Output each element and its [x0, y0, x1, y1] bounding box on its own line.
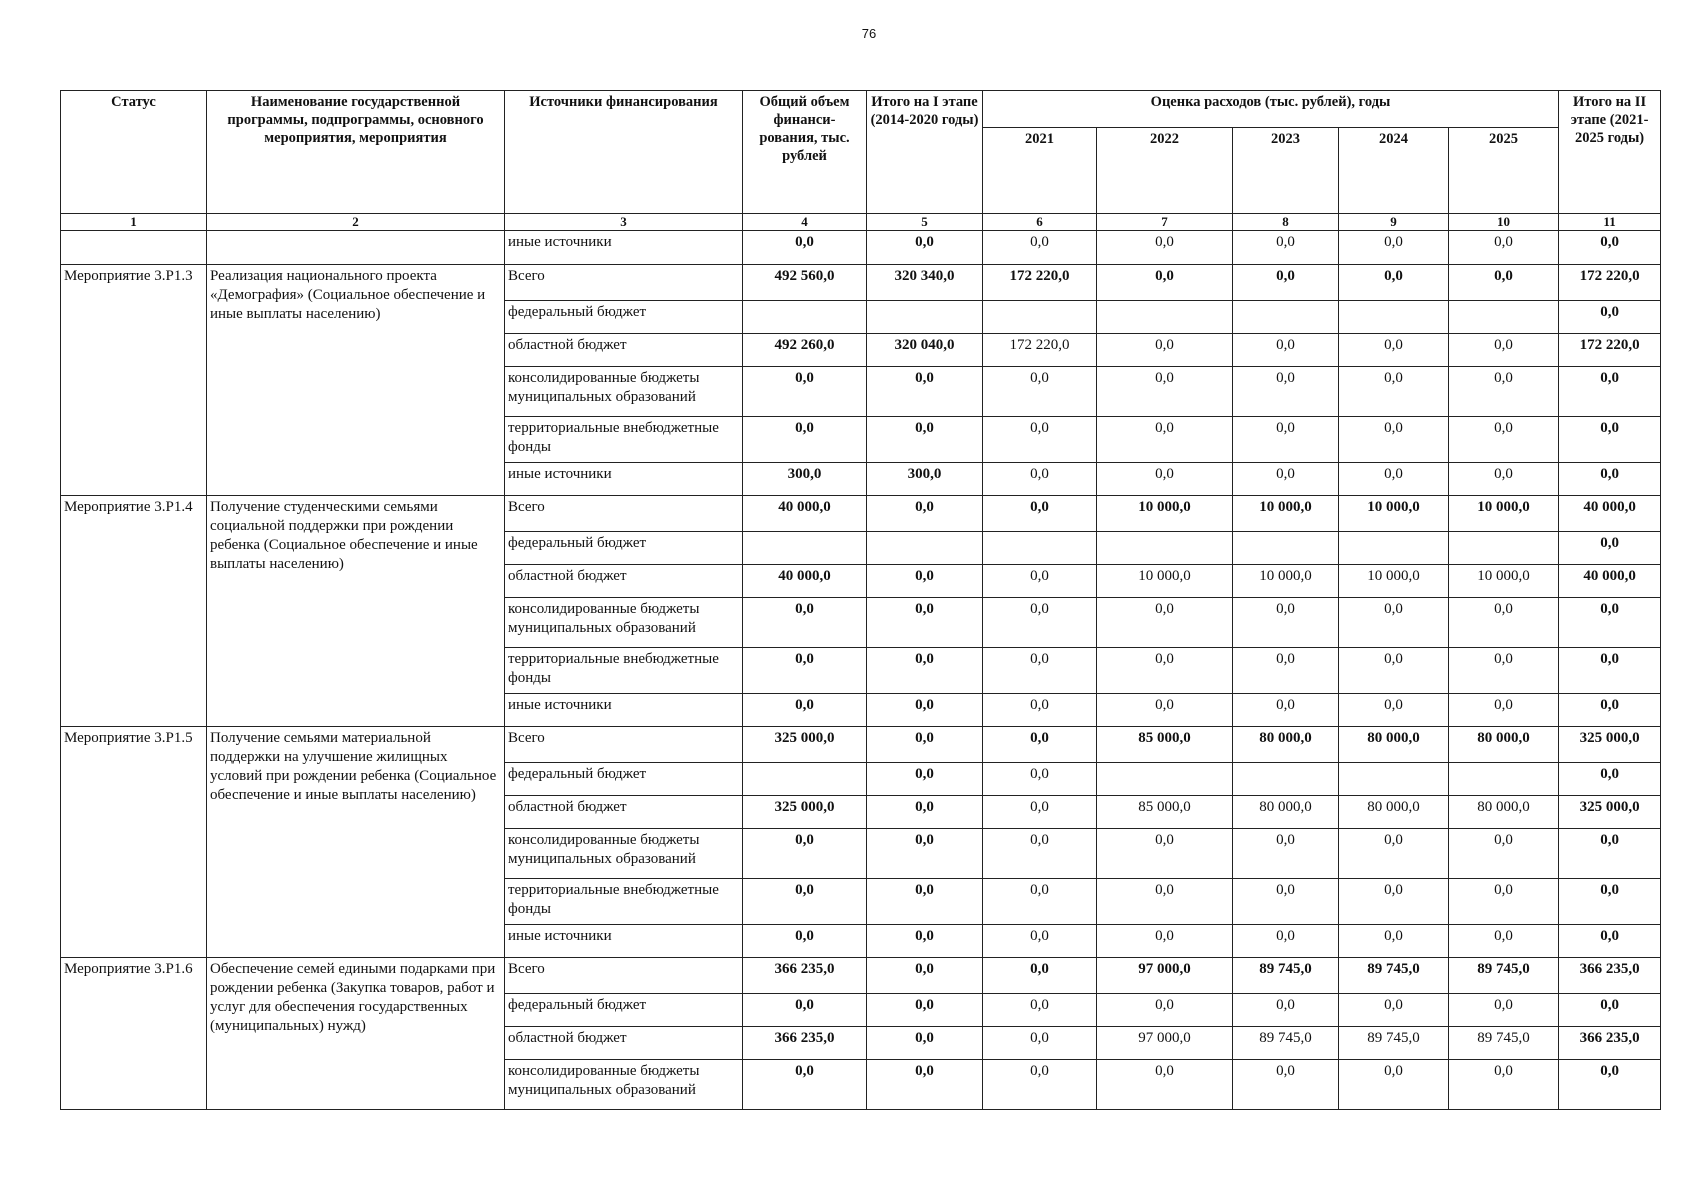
header-total: Общий объем финанси-рования, тыс. рублей [743, 91, 867, 214]
value-cell: 85 000,0 [1097, 727, 1233, 763]
value-cell [743, 532, 867, 565]
value-cell: 0,0 [983, 727, 1097, 763]
value-cell: 0,0 [1339, 367, 1449, 417]
table-row [61, 496, 1661, 532]
value-cell: 172 220,0 [983, 265, 1097, 301]
value-cell: 0,0 [1449, 417, 1559, 463]
value-cell: 0,0 [867, 598, 983, 648]
name-cell: Обеспечение семей едиными подарками при рождении ребенка (Закупка товаров, работ и услуг для обеспечения государственных (муниципальных) нужд) [207, 958, 505, 1110]
value-cell: 0,0 [743, 925, 867, 958]
value-cell [1449, 301, 1559, 334]
value-cell: 0,0 [867, 958, 983, 994]
header-source: Источники финансирования [505, 91, 743, 214]
value-cell: 0,0 [983, 763, 1097, 796]
value-cell: 0,0 [1233, 1060, 1339, 1110]
value-cell: 0,0 [743, 231, 867, 265]
value-cell: 0,0 [867, 796, 983, 829]
source-cell: Всего [505, 727, 743, 763]
table-row [61, 265, 1661, 301]
value-cell: 492 560,0 [743, 265, 867, 301]
source-cell: областной бюджет [505, 565, 743, 598]
value-cell: 0,0 [1559, 694, 1661, 727]
name-cell: Реализация национального проекта «Демография» (Социальное обеспечение и иные выплаты населению) [207, 265, 505, 496]
value-cell: 0,0 [1097, 463, 1233, 496]
value-cell [1097, 532, 1233, 565]
value-cell: 0,0 [983, 496, 1097, 532]
value-cell: 0,0 [1097, 925, 1233, 958]
source-cell: федеральный бюджет [505, 994, 743, 1027]
value-cell: 0,0 [867, 231, 983, 265]
value-cell: 0,0 [1097, 334, 1233, 367]
value-cell [983, 301, 1097, 334]
column-number: 2 [207, 214, 505, 231]
value-cell: 300,0 [743, 463, 867, 496]
value-cell: 0,0 [983, 925, 1097, 958]
value-cell: 0,0 [867, 1060, 983, 1110]
value-cell: 0,0 [1449, 265, 1559, 301]
value-cell: 0,0 [1233, 334, 1339, 367]
value-cell: 89 745,0 [1449, 1027, 1559, 1060]
value-cell: 0,0 [1233, 648, 1339, 694]
value-cell: 0,0 [1233, 231, 1339, 265]
page-number: 76 [861, 26, 877, 41]
value-cell: 10 000,0 [1233, 496, 1339, 532]
value-cell: 0,0 [1559, 994, 1661, 1027]
value-cell: 10 000,0 [1339, 496, 1449, 532]
value-cell [1097, 301, 1233, 334]
header-stage1: Итого на I этапе (2014-2020 годы) [867, 91, 983, 214]
value-cell: 89 745,0 [1339, 958, 1449, 994]
value-cell: 0,0 [1339, 879, 1449, 925]
source-cell: территориальные внебюджетные фонды [505, 417, 743, 463]
value-cell: 0,0 [983, 1060, 1097, 1110]
value-cell [743, 301, 867, 334]
table-row [61, 958, 1661, 994]
source-cell: консолидированные бюджеты муниципальных образований [505, 598, 743, 648]
value-cell [983, 532, 1097, 565]
value-cell: 0,0 [1233, 925, 1339, 958]
value-cell: 10 000,0 [1097, 565, 1233, 598]
value-cell: 0,0 [1449, 994, 1559, 1027]
value-cell: 89 745,0 [1339, 1027, 1449, 1060]
name-cell: Получение семьями материальной поддержки на улучшение жилищных условий при рождении ребенка (Социальное обеспечение и иные выплаты населению) [207, 727, 505, 958]
value-cell: 0,0 [743, 879, 867, 925]
value-cell: 89 745,0 [1233, 1027, 1339, 1060]
value-cell: 320 040,0 [867, 334, 983, 367]
value-cell: 0,0 [983, 565, 1097, 598]
status-cell: Мероприятие 3.Р1.4 [61, 496, 207, 727]
value-cell: 80 000,0 [1233, 796, 1339, 829]
value-cell: 325 000,0 [1559, 727, 1661, 763]
source-cell: областной бюджет [505, 334, 743, 367]
value-cell: 0,0 [1339, 829, 1449, 879]
value-cell: 40 000,0 [743, 496, 867, 532]
column-number: 4 [743, 214, 867, 231]
value-cell: 0,0 [1449, 367, 1559, 417]
value-cell: 0,0 [1339, 648, 1449, 694]
value-cell: 0,0 [983, 994, 1097, 1027]
financing-table [60, 90, 1661, 1110]
value-cell: 0,0 [1097, 367, 1233, 417]
value-cell [867, 301, 983, 334]
value-cell: 0,0 [1233, 417, 1339, 463]
value-cell: 10 000,0 [1449, 565, 1559, 598]
value-cell: 0,0 [1097, 1060, 1233, 1110]
value-cell: 0,0 [983, 694, 1097, 727]
header-stage2: Итого на II этапе (2021-2025 годы) [1559, 91, 1661, 214]
header-year: 2023 [1233, 128, 1339, 214]
value-cell: 40 000,0 [1559, 496, 1661, 532]
value-cell: 0,0 [1097, 648, 1233, 694]
source-cell: иные источники [505, 231, 743, 265]
value-cell: 10 000,0 [1233, 565, 1339, 598]
header-year: 2024 [1339, 128, 1449, 214]
value-cell: 0,0 [867, 694, 983, 727]
value-cell: 0,0 [1559, 417, 1661, 463]
value-cell: 80 000,0 [1339, 727, 1449, 763]
value-cell: 0,0 [867, 879, 983, 925]
header-year: 2025 [1449, 128, 1559, 214]
value-cell: 0,0 [983, 417, 1097, 463]
value-cell: 85 000,0 [1097, 796, 1233, 829]
value-cell: 0,0 [1559, 879, 1661, 925]
status-cell [61, 231, 207, 265]
value-cell: 0,0 [1339, 1060, 1449, 1110]
value-cell: 0,0 [867, 1027, 983, 1060]
source-cell: федеральный бюджет [505, 532, 743, 565]
source-cell: областной бюджет [505, 1027, 743, 1060]
value-cell: 0,0 [867, 925, 983, 958]
value-cell: 97 000,0 [1097, 958, 1233, 994]
source-cell: территориальные внебюджетные фонды [505, 879, 743, 925]
value-cell [1339, 301, 1449, 334]
source-cell: Всего [505, 496, 743, 532]
value-cell: 0,0 [1097, 265, 1233, 301]
column-number: 5 [867, 214, 983, 231]
value-cell: 0,0 [743, 367, 867, 417]
column-number: 6 [983, 214, 1097, 231]
source-cell: территориальные внебюджетные фонды [505, 648, 743, 694]
column-number: 9 [1339, 214, 1449, 231]
value-cell: 0,0 [1097, 829, 1233, 879]
table-row [61, 231, 1661, 265]
header-name: Наименование государственной программы, подпрограммы, основного мероприятия, мероприятия [207, 91, 505, 214]
value-cell: 0,0 [1339, 694, 1449, 727]
source-cell: Всего [505, 265, 743, 301]
value-cell: 0,0 [1449, 334, 1559, 367]
value-cell: 97 000,0 [1097, 1027, 1233, 1060]
value-cell: 0,0 [1339, 417, 1449, 463]
value-cell: 0,0 [983, 231, 1097, 265]
value-cell: 0,0 [983, 463, 1097, 496]
value-cell: 325 000,0 [743, 796, 867, 829]
value-cell: 0,0 [1233, 879, 1339, 925]
column-numbers-row [61, 214, 1661, 231]
value-cell: 0,0 [983, 958, 1097, 994]
value-cell: 0,0 [1233, 598, 1339, 648]
value-cell: 0,0 [867, 565, 983, 598]
value-cell: 80 000,0 [1449, 796, 1559, 829]
value-cell: 0,0 [1559, 367, 1661, 417]
value-cell: 0,0 [983, 598, 1097, 648]
source-cell: иные источники [505, 463, 743, 496]
value-cell: 0,0 [1559, 925, 1661, 958]
value-cell: 80 000,0 [1449, 727, 1559, 763]
value-cell: 320 340,0 [867, 265, 983, 301]
value-cell: 89 745,0 [1449, 958, 1559, 994]
value-cell: 172 220,0 [1559, 334, 1661, 367]
value-cell: 0,0 [1449, 463, 1559, 496]
column-number: 1 [61, 214, 207, 231]
value-cell: 172 220,0 [1559, 265, 1661, 301]
value-cell: 0,0 [1559, 463, 1661, 496]
header-year: 2022 [1097, 128, 1233, 214]
source-cell: консолидированные бюджеты муниципальных образований [505, 367, 743, 417]
value-cell: 0,0 [1559, 1060, 1661, 1110]
value-cell: 0,0 [1097, 694, 1233, 727]
value-cell: 0,0 [1449, 231, 1559, 265]
value-cell [1097, 763, 1233, 796]
value-cell: 0,0 [1233, 463, 1339, 496]
value-cell [867, 532, 983, 565]
value-cell: 325 000,0 [743, 727, 867, 763]
value-cell: 80 000,0 [1339, 796, 1449, 829]
value-cell: 0,0 [1339, 463, 1449, 496]
value-cell: 0,0 [1559, 301, 1661, 334]
value-cell: 0,0 [983, 829, 1097, 879]
value-cell: 0,0 [1233, 829, 1339, 879]
name-cell: Получение студенческими семьями социальной поддержки при рождении ребенка (Социальное обеспечение и иные выплаты населению) [207, 496, 505, 727]
value-cell: 0,0 [743, 598, 867, 648]
value-cell: 0,0 [743, 648, 867, 694]
source-cell: консолидированные бюджеты муниципальных образований [505, 1060, 743, 1110]
value-cell: 10 000,0 [1339, 565, 1449, 598]
value-cell: 0,0 [983, 648, 1097, 694]
value-cell [1233, 532, 1339, 565]
value-cell: 40 000,0 [743, 565, 867, 598]
value-cell: 0,0 [1449, 694, 1559, 727]
value-cell [1449, 532, 1559, 565]
column-number: 10 [1449, 214, 1559, 231]
status-cell: Мероприятие 3.Р1.3 [61, 265, 207, 496]
value-cell: 0,0 [1449, 648, 1559, 694]
value-cell: 0,0 [1559, 648, 1661, 694]
value-cell: 0,0 [1449, 925, 1559, 958]
value-cell [1339, 532, 1449, 565]
column-number: 8 [1233, 214, 1339, 231]
value-cell [1339, 763, 1449, 796]
value-cell: 0,0 [1559, 231, 1661, 265]
value-cell: 80 000,0 [1233, 727, 1339, 763]
value-cell: 0,0 [867, 648, 983, 694]
value-cell: 366 235,0 [743, 958, 867, 994]
source-cell: федеральный бюджет [505, 301, 743, 334]
value-cell: 0,0 [743, 417, 867, 463]
value-cell: 0,0 [983, 367, 1097, 417]
value-cell: 0,0 [1097, 598, 1233, 648]
source-cell: иные источники [505, 694, 743, 727]
value-cell: 0,0 [1233, 265, 1339, 301]
header-year: 2021 [983, 128, 1097, 214]
value-cell: 0,0 [983, 796, 1097, 829]
value-cell: 0,0 [1233, 994, 1339, 1027]
value-cell: 300,0 [867, 463, 983, 496]
value-cell: 492 260,0 [743, 334, 867, 367]
column-number: 11 [1559, 214, 1661, 231]
value-cell: 0,0 [1339, 231, 1449, 265]
column-number: 3 [505, 214, 743, 231]
header-estimate: Оценка расходов (тыс. рублей), годы [983, 91, 1559, 128]
value-cell: 0,0 [743, 1060, 867, 1110]
value-cell: 89 745,0 [1233, 958, 1339, 994]
value-cell: 0,0 [1339, 994, 1449, 1027]
value-cell: 366 235,0 [743, 1027, 867, 1060]
source-cell: областной бюджет [505, 796, 743, 829]
status-cell: Мероприятие 3.Р1.6 [61, 958, 207, 1110]
value-cell: 0,0 [867, 763, 983, 796]
value-cell: 10 000,0 [1097, 496, 1233, 532]
value-cell: 0,0 [1097, 231, 1233, 265]
status-cell: Мероприятие 3.Р1.5 [61, 727, 207, 958]
value-cell: 0,0 [1339, 334, 1449, 367]
value-cell: 0,0 [1339, 265, 1449, 301]
value-cell: 0,0 [1449, 829, 1559, 879]
value-cell: 0,0 [867, 727, 983, 763]
value-cell: 0,0 [983, 879, 1097, 925]
value-cell: 0,0 [867, 496, 983, 532]
column-number: 7 [1097, 214, 1233, 231]
value-cell: 0,0 [743, 994, 867, 1027]
value-cell: 366 235,0 [1559, 958, 1661, 994]
value-cell: 0,0 [1339, 598, 1449, 648]
value-cell: 366 235,0 [1559, 1027, 1661, 1060]
value-cell: 0,0 [1559, 829, 1661, 879]
value-cell: 0,0 [1097, 879, 1233, 925]
value-cell: 0,0 [743, 694, 867, 727]
source-cell: иные источники [505, 925, 743, 958]
value-cell: 0,0 [867, 994, 983, 1027]
name-cell [207, 231, 505, 265]
value-cell: 172 220,0 [983, 334, 1097, 367]
value-cell: 0,0 [1339, 925, 1449, 958]
value-cell: 0,0 [1559, 763, 1661, 796]
value-cell: 0,0 [1449, 879, 1559, 925]
value-cell: 0,0 [1233, 694, 1339, 727]
source-cell: консолидированные бюджеты муниципальных образований [505, 829, 743, 879]
value-cell: 325 000,0 [1559, 796, 1661, 829]
value-cell: 0,0 [1559, 532, 1661, 565]
source-cell: федеральный бюджет [505, 763, 743, 796]
value-cell: 0,0 [867, 417, 983, 463]
value-cell: 0,0 [867, 367, 983, 417]
header-status: Статус [61, 91, 207, 214]
value-cell [1233, 301, 1339, 334]
value-cell: 0,0 [743, 829, 867, 879]
value-cell: 0,0 [1559, 598, 1661, 648]
value-cell: 10 000,0 [1449, 496, 1559, 532]
value-cell: 0,0 [1233, 367, 1339, 417]
value-cell: 0,0 [1449, 1060, 1559, 1110]
value-cell: 0,0 [1449, 598, 1559, 648]
value-cell: 40 000,0 [1559, 565, 1661, 598]
value-cell [1233, 763, 1339, 796]
value-cell: 0,0 [1097, 994, 1233, 1027]
value-cell: 0,0 [983, 1027, 1097, 1060]
value-cell [1449, 763, 1559, 796]
value-cell: 0,0 [1097, 417, 1233, 463]
table-row [61, 727, 1661, 763]
value-cell: 0,0 [867, 829, 983, 879]
value-cell [743, 763, 867, 796]
source-cell: Всего [505, 958, 743, 994]
